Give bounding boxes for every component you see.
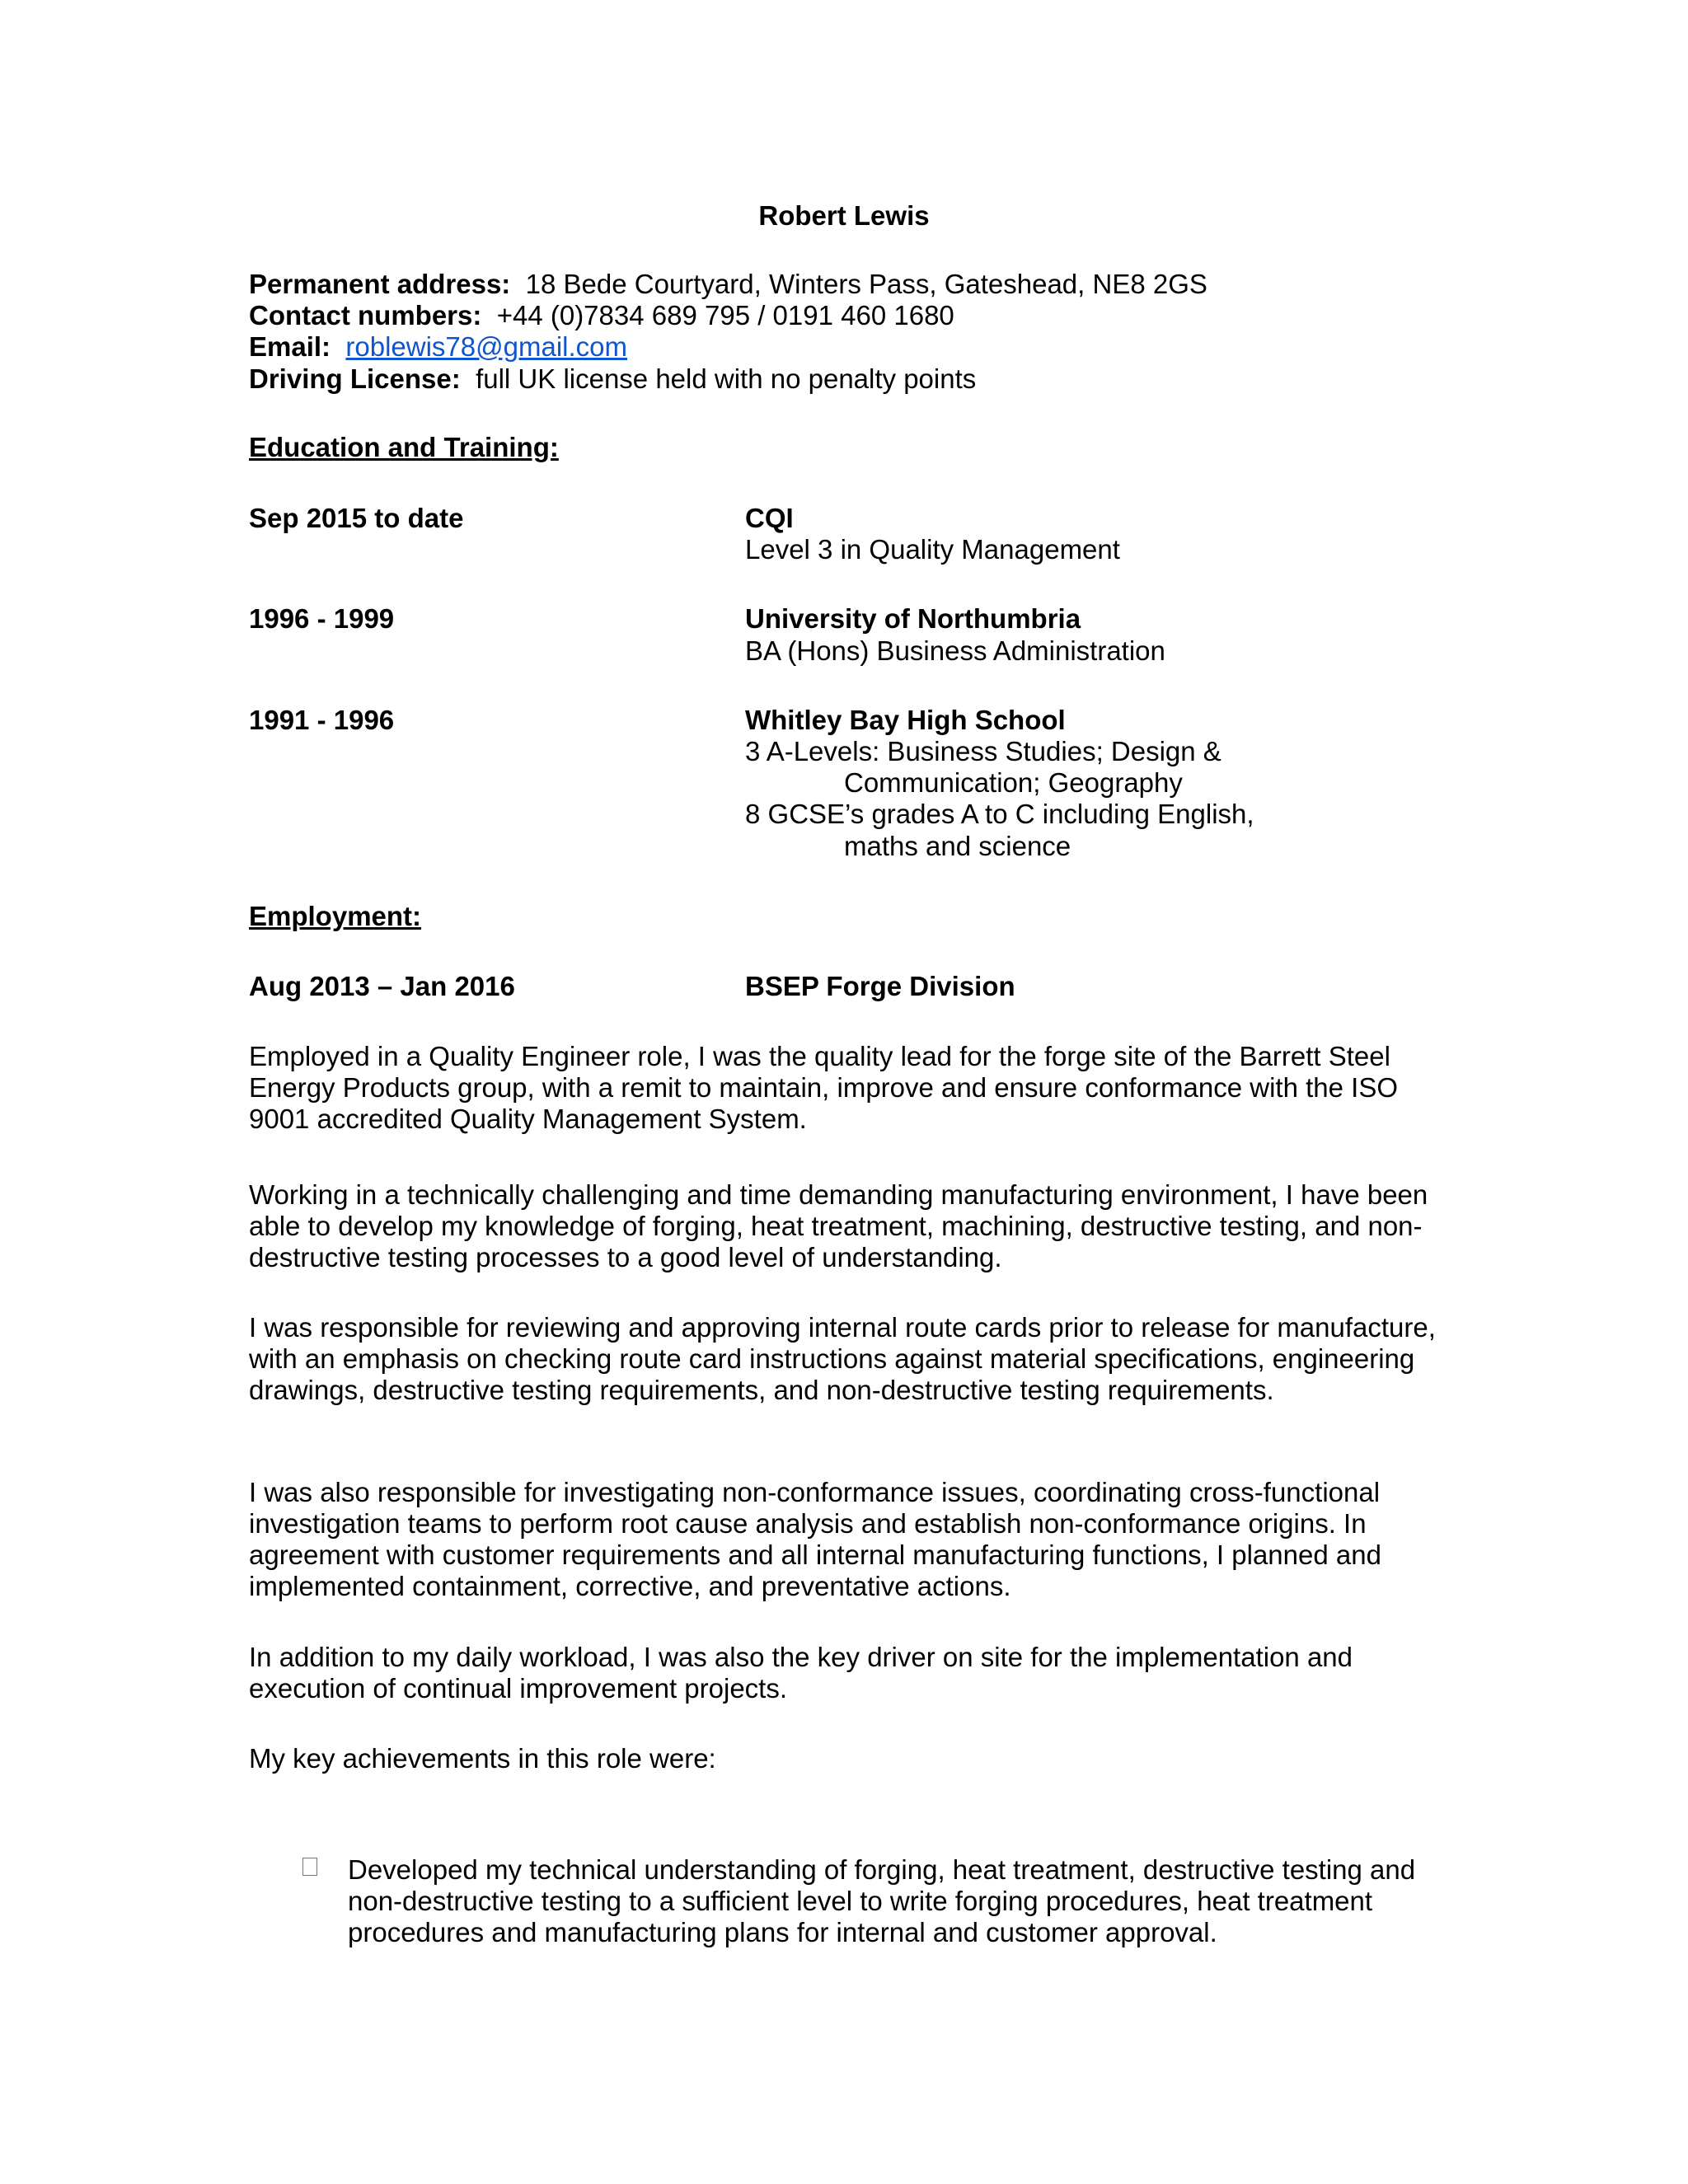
email-label: Email:: [249, 331, 331, 362]
phone-value: +44 (0)7834 689 795 / 0191 460 1680: [496, 300, 954, 330]
achievement-item: Developed my technical understanding of forging, heat treatment, destructive testing and non-destructive testing to a sufficient level to write forging procedures, heat treatment procedures and manufacturing plans for internal and customer approval.: [348, 1854, 1416, 1947]
employment-dates: Aug 2013 – Jan 2016: [249, 971, 515, 1001]
employment-paragraph: [249, 1743, 1436, 1774]
paragraph-text: I was also responsible for investigating non-conformance issues, coordinating cross-functional investigation teams to perform root cause analysis and establish non-conformance origins. In agreement with customer requirements and all internal manufacturing functions, I planned and implemented containment, corrective, and preventative actions.: [249, 1477, 1381, 1601]
paragraph-text: Working in a technically challenging and time demanding manufacturing environment, I have been able to develop my knowledge of forging, heat treatment, machining, destructive testing, and non-destructive testing processes to a good level of understanding.: [249, 1179, 1428, 1272]
education-institution: University of Northumbria: [745, 603, 1081, 634]
education-detail: BA (Hons) Business Administration: [745, 635, 1165, 666]
email-link[interactable]: roblewis78@gmail.com: [345, 331, 628, 362]
education-dates: 1991 - 1996: [249, 705, 395, 735]
education-detail: 8 GCSE’s grades A to C including English,: [745, 799, 1254, 829]
paragraph-text: My key achievements in this role were:: [249, 1743, 716, 1774]
employment-paragraph: [249, 1642, 1436, 1704]
employment-paragraph: [249, 1312, 1436, 1406]
license-value: full UK license held with no penalty points: [476, 363, 977, 394]
phone-label: Contact numbers:: [249, 300, 482, 330]
employment-heading: Employment:: [249, 901, 422, 931]
paragraph-text: Employed in a Quality Engineer role, I was the quality lead for the forge site of the Barrett Steel Energy Products group, with a remit to maintain, improve and ensure conformance with the ISO 9001 accredited Quality Management System.: [249, 1041, 1399, 1134]
paragraph-text: In addition to my daily workload, I was also the key driver on site for the implementation and execution of continual improvement projects.: [249, 1642, 1353, 1704]
address-label: Permanent address:: [249, 269, 511, 299]
employment-paragraph: [249, 1041, 1436, 1135]
education-dates: 1996 - 1999: [249, 603, 395, 634]
education-detail: 3 A-Levels: Business Studies; Design &: [745, 736, 1221, 766]
employment-paragraph: [249, 1477, 1436, 1602]
education-detail: Communication; Geography: [844, 767, 1183, 798]
education-detail: Level 3 in Quality Management: [745, 534, 1120, 565]
paragraph-text: I was responsible for reviewing and approving internal route cards prior to release for manufacture, with an emphasis on checking route card instructions against material specifications, engineering drawings, destructive testing requirements, and non-destructive testing requirements.: [249, 1312, 1436, 1405]
email-line: [249, 331, 627, 363]
address-line: [249, 269, 1207, 300]
education-detail: maths and science: [844, 831, 1071, 861]
address-value: 18 Bede Courtyard, Winters Pass, Gateshead, NE8 2GS: [525, 269, 1207, 299]
education-institution: CQI: [745, 503, 794, 533]
education-heading: Education and Training:: [249, 432, 559, 462]
employment-employer: BSEP Forge Division: [745, 971, 1015, 1001]
bullet-box-icon: [302, 1858, 317, 1876]
employment-paragraph: [249, 1179, 1436, 1273]
phone-line: [249, 300, 954, 331]
candidate-name: Robert Lewis: [758, 200, 930, 231]
education-dates: Sep 2015 to date: [249, 503, 464, 533]
license-line: [249, 363, 976, 395]
license-label: Driving License:: [249, 363, 461, 394]
education-institution: Whitley Bay High School: [745, 705, 1066, 735]
